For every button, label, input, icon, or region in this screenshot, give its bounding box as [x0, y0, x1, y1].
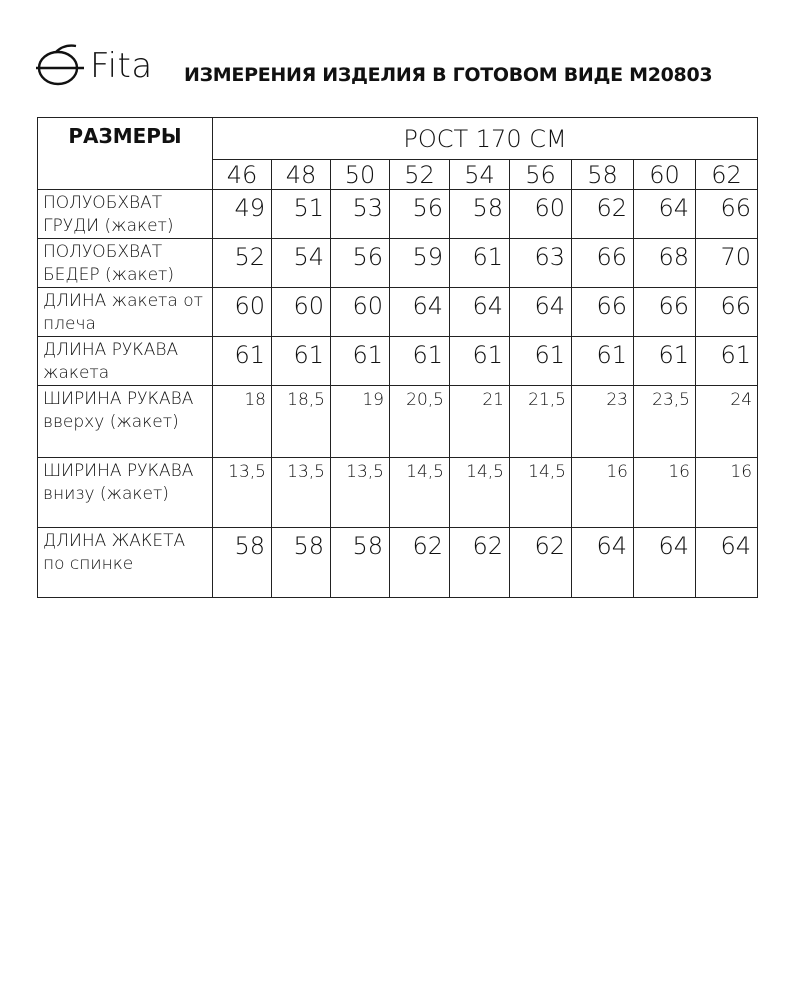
measurement-value: 61	[634, 337, 696, 386]
measurement-value: 56	[390, 190, 450, 239]
measurement-value: 61	[272, 337, 331, 386]
measurement-value: 16	[634, 458, 696, 528]
measurement-value: 63	[510, 239, 572, 288]
measurement-value: 58	[450, 190, 510, 239]
height-header: РОСТ 170 СМ	[213, 118, 758, 160]
measurement-value: 61	[696, 337, 758, 386]
size-header-cell: 56	[510, 160, 572, 190]
header	[36, 40, 756, 90]
measurement-value: 18,5	[272, 386, 331, 458]
measurement-value: 64	[634, 190, 696, 239]
measurement-value: 60	[213, 288, 272, 337]
measurement-value: 18	[213, 386, 272, 458]
measurement-value: 51	[272, 190, 331, 239]
measurement-value: 66	[572, 288, 634, 337]
measurement-value: 24	[696, 386, 758, 458]
measurement-value: 70	[696, 239, 758, 288]
measurement-value: 64	[510, 288, 572, 337]
measurement-value: 59	[390, 239, 450, 288]
measurement-value: 13,5	[331, 458, 390, 528]
measurement-label: ШИРИНА РУКАВА вверху (жакет)	[38, 386, 213, 458]
measurement-value: 23	[572, 386, 634, 458]
measurement-value: 58	[272, 528, 331, 598]
measurement-value: 16	[696, 458, 758, 528]
measurement-value: 62	[450, 528, 510, 598]
measurement-label: ШИРИНА РУКАВА внизу (жакет)	[38, 458, 213, 528]
measurement-value: 58	[213, 528, 272, 598]
measurement-value: 14,5	[450, 458, 510, 528]
measurement-value: 64	[696, 528, 758, 598]
size-header-cell: 46	[213, 160, 272, 190]
measurement-value: 66	[634, 288, 696, 337]
measurement-value: 61	[390, 337, 450, 386]
size-header-cell: 52	[390, 160, 450, 190]
measurement-value: 49	[213, 190, 272, 239]
measurement-value: 23,5	[634, 386, 696, 458]
measurement-value: 60	[272, 288, 331, 337]
measurement-value: 60	[331, 288, 390, 337]
measurement-value: 60	[510, 190, 572, 239]
size-header-cell: 60	[634, 160, 696, 190]
measurement-value: 62	[572, 190, 634, 239]
size-header-cell: 50	[331, 160, 390, 190]
measurement-value: 13,5	[272, 458, 331, 528]
measurement-label: ДЛИНА ЖАКЕТА по спинке	[38, 528, 213, 598]
measurement-value: 56	[331, 239, 390, 288]
table-row	[38, 239, 758, 288]
size-header-cell: 62	[696, 160, 758, 190]
measurement-value: 61	[510, 337, 572, 386]
measurement-label: ДЛИНА РУКАВА жакета	[38, 337, 213, 386]
measurement-value: 64	[634, 528, 696, 598]
brand-name: Fita	[90, 46, 153, 86]
measurement-value: 64	[572, 528, 634, 598]
measurements-table	[37, 117, 758, 598]
measurement-value: 66	[696, 288, 758, 337]
measurement-label: ПОЛУОБХВАТ ГРУДИ (жакет)	[38, 190, 213, 239]
table-header-row	[38, 118, 758, 160]
measurement-value: 66	[572, 239, 634, 288]
table-row	[38, 458, 758, 528]
measurement-value: 21,5	[510, 386, 572, 458]
measurement-label: ПОЛУОБХВАТ БЕДЕР (жакет)	[38, 239, 213, 288]
measurement-value: 62	[390, 528, 450, 598]
sizes-header: РАЗМЕРЫ	[38, 118, 213, 190]
measurement-value: 61	[331, 337, 390, 386]
measurement-label: ДЛИНА жакета от плеча	[38, 288, 213, 337]
measurement-value: 68	[634, 239, 696, 288]
size-header-cell: 54	[450, 160, 510, 190]
measurement-value: 21	[450, 386, 510, 458]
measurement-value: 13,5	[213, 458, 272, 528]
document-title: ИЗМЕРЕНИЯ ИЗДЕЛИЯ В ГОТОВОМ ВИДЕ М20803	[184, 64, 713, 86]
measurement-value: 54	[272, 239, 331, 288]
measurement-value: 61	[572, 337, 634, 386]
measurement-value: 52	[213, 239, 272, 288]
measurement-value: 64	[450, 288, 510, 337]
measurement-value: 66	[696, 190, 758, 239]
table-row	[38, 190, 758, 239]
brand-logo	[36, 40, 176, 90]
measurement-value: 20,5	[390, 386, 450, 458]
table-row	[38, 386, 758, 458]
measurement-value: 62	[510, 528, 572, 598]
measurement-value: 61	[213, 337, 272, 386]
size-header-cell: 48	[272, 160, 331, 190]
table-row	[38, 337, 758, 386]
measurement-value: 61	[450, 337, 510, 386]
measurement-value: 14,5	[510, 458, 572, 528]
measurement-value: 61	[450, 239, 510, 288]
fita-logo-icon	[36, 42, 88, 88]
table-row	[38, 288, 758, 337]
measurement-value: 16	[572, 458, 634, 528]
measurement-value: 14,5	[390, 458, 450, 528]
table-row	[38, 528, 758, 598]
measurement-value: 64	[390, 288, 450, 337]
size-header-cell: 58	[572, 160, 634, 190]
measurement-value: 53	[331, 190, 390, 239]
measurement-value: 58	[331, 528, 390, 598]
measurement-value: 19	[331, 386, 390, 458]
